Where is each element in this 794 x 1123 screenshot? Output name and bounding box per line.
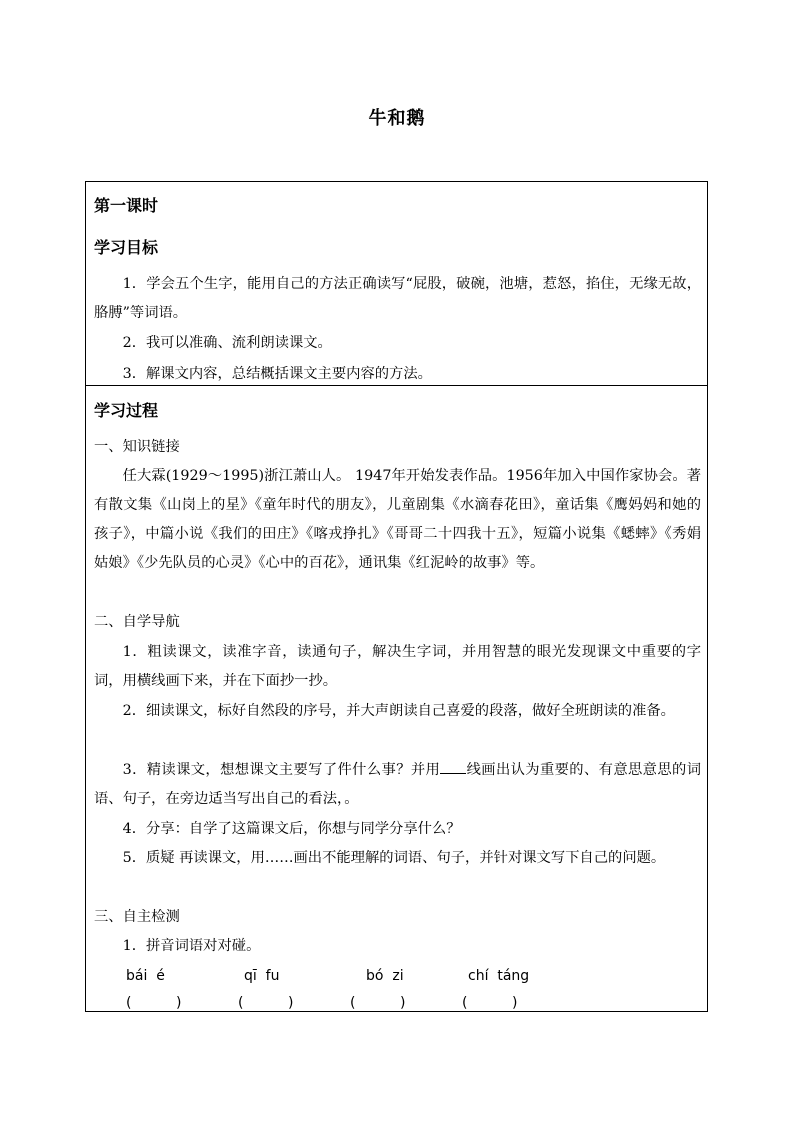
process-heading: 学习过程: [94, 401, 159, 420]
part3-item: 1．拼音词语对对碰。: [122, 938, 261, 954]
lesson-table: [85, 181, 708, 1012]
goals-row: [86, 182, 707, 386]
part2-item: 5．质疑 再读课文，用……画出不能理解的词语、句子，并针对课文写下自己的问题。: [122, 850, 666, 866]
part2-title: 二、自学导航: [94, 614, 180, 630]
period-label: 第一课时: [94, 196, 159, 215]
part2-item-3-start: 3．精读课文，想想课文主要写了件什么事？并用: [122, 762, 441, 778]
goals-heading: 学习目标: [94, 238, 159, 257]
goal-item: 1．学会五个生字，能用自己的方法正确读写“屁股，破碗，池塘，惹怒，掐住，无缘无故，胳膊”等词语。: [94, 276, 701, 321]
goal-item: 2．我可以准确、流利朗读课文。: [122, 335, 332, 351]
part2-item-3: [94, 756, 701, 814]
part2-item: 2．细读课文，标好自然段的序号，并大声朗读自己喜爱的段落，做好全班朗读的准备。: [122, 703, 675, 719]
document-title: 牛和鹅: [368, 108, 426, 129]
part2-item: 1．粗读课文，读准字音，读通句子，解决生字词，并用智慧的眼光发现课文中重要的字词，用横线画下来，并在下面抄一抄。: [94, 644, 701, 689]
part1-title: 一、知识链接: [94, 439, 180, 455]
part2-item: 4．分享：自学了这篇课文后，你想与同学分享什么？: [122, 821, 461, 837]
answer-bracket[interactable]: ( ): [238, 995, 294, 1011]
part3-title: 三、自主检测: [94, 909, 180, 925]
answer-bracket[interactable]: ( ): [126, 995, 182, 1011]
pinyin-item: qī fu: [244, 968, 280, 984]
pinyin-item: chí táng: [468, 968, 530, 984]
part1-text: 任大霖(1929～1995)浙江萧山人。 1947年开始发表作品。1956年加入中国作家协会。著有散文集《山岗上的星》《童年时代的朋友》，儿童剧集《水滴春花田》，童话集《鹰妈妈和她的孩子》，中篇小说《我们的田庄》《喀戎挣扎》《哥哥二十四我十五》，短篇小说集《蟋蟀》《秀娟姑娘》《少先队员的心灵》《心中的百花》，通讯集《红泥岭的故事》等。: [94, 468, 701, 571]
answer-bracket-row: [126, 995, 518, 1091]
pinyin-item: bó zi: [366, 968, 404, 984]
pinyin-item: bái é: [126, 968, 165, 984]
process-row: [86, 386, 707, 1011]
underline-blank: [440, 761, 466, 774]
part2-item-3-end: 线画出认为重要的、有意思意思的词语、句子，在旁边适当写出自己的看法，。: [94, 762, 701, 807]
answer-bracket[interactable]: ( ): [350, 995, 406, 1011]
answer-bracket[interactable]: ( ): [462, 995, 518, 1011]
goal-item: 3．解课文内容，总结概括课文主要内容的方法。: [122, 366, 432, 382]
